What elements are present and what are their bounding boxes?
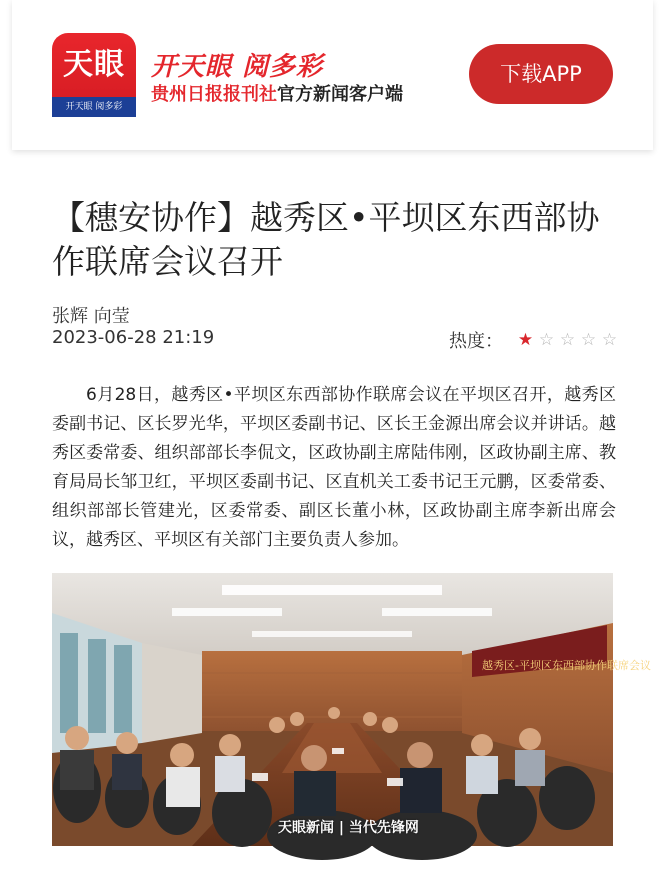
photo-watermark: 天眼新闻 | 当代先锋网 [278,820,419,836]
meeting-room-illustration [52,573,651,846]
app-logo[interactable] [52,33,136,117]
logo-strip: 开天眼 阅多彩 [52,97,136,117]
publisher-name: 贵州日报报刊社 [151,84,277,105]
banner-slogan: 开天眼 阅多彩 [151,52,324,82]
heat-label: 热度： [449,331,503,352]
app-download-banner [12,0,653,150]
heat-rating [449,327,620,353]
article-body: 6月28日，越秀区•平坝区东西部协作联席会议在平坝区召开，越秀区委副书记、区长罗光华，平坝区委副书记、区长王金源出席会议并讲话。越秀区委常委、组织部部长李侃文，区政协副主席陆伟刚，区政协副主席、教育局局长邹卫红，平坝区委副书记、区直机关工委书记王元鹏，区委常委、组织部部长管建光，区委常委、副区长董小林，区政协副主席李新出席会议，越秀区、平坝区有关部门主要负责人参加。 [52,385,616,550]
heat-star-icon: ★ [517,330,534,350]
article-title: 【穗安协作】越秀区•平坝区东西部协作联席会议召开 [52,198,600,281]
heat-star-icon: ☆ [538,330,555,350]
article-date: 2023-06-28 21:19 [52,327,215,348]
logo-text: 天眼 [63,47,125,82]
heat-star-icon: ☆ [601,330,618,350]
article-author: 张辉 向莹 [52,306,130,327]
heat-star-icon: ☆ [580,330,597,350]
heat-star-icon: ☆ [559,330,576,350]
banner-subline [151,80,403,106]
article-photo[interactable] [52,573,651,846]
download-app-button[interactable]: 下载APP [469,44,613,104]
client-label: 官方新闻客户端 [277,84,403,105]
heat-stars [515,330,620,350]
meeting-banner-text: 越秀区-平坝区东西部协作联席会议 [482,659,651,672]
